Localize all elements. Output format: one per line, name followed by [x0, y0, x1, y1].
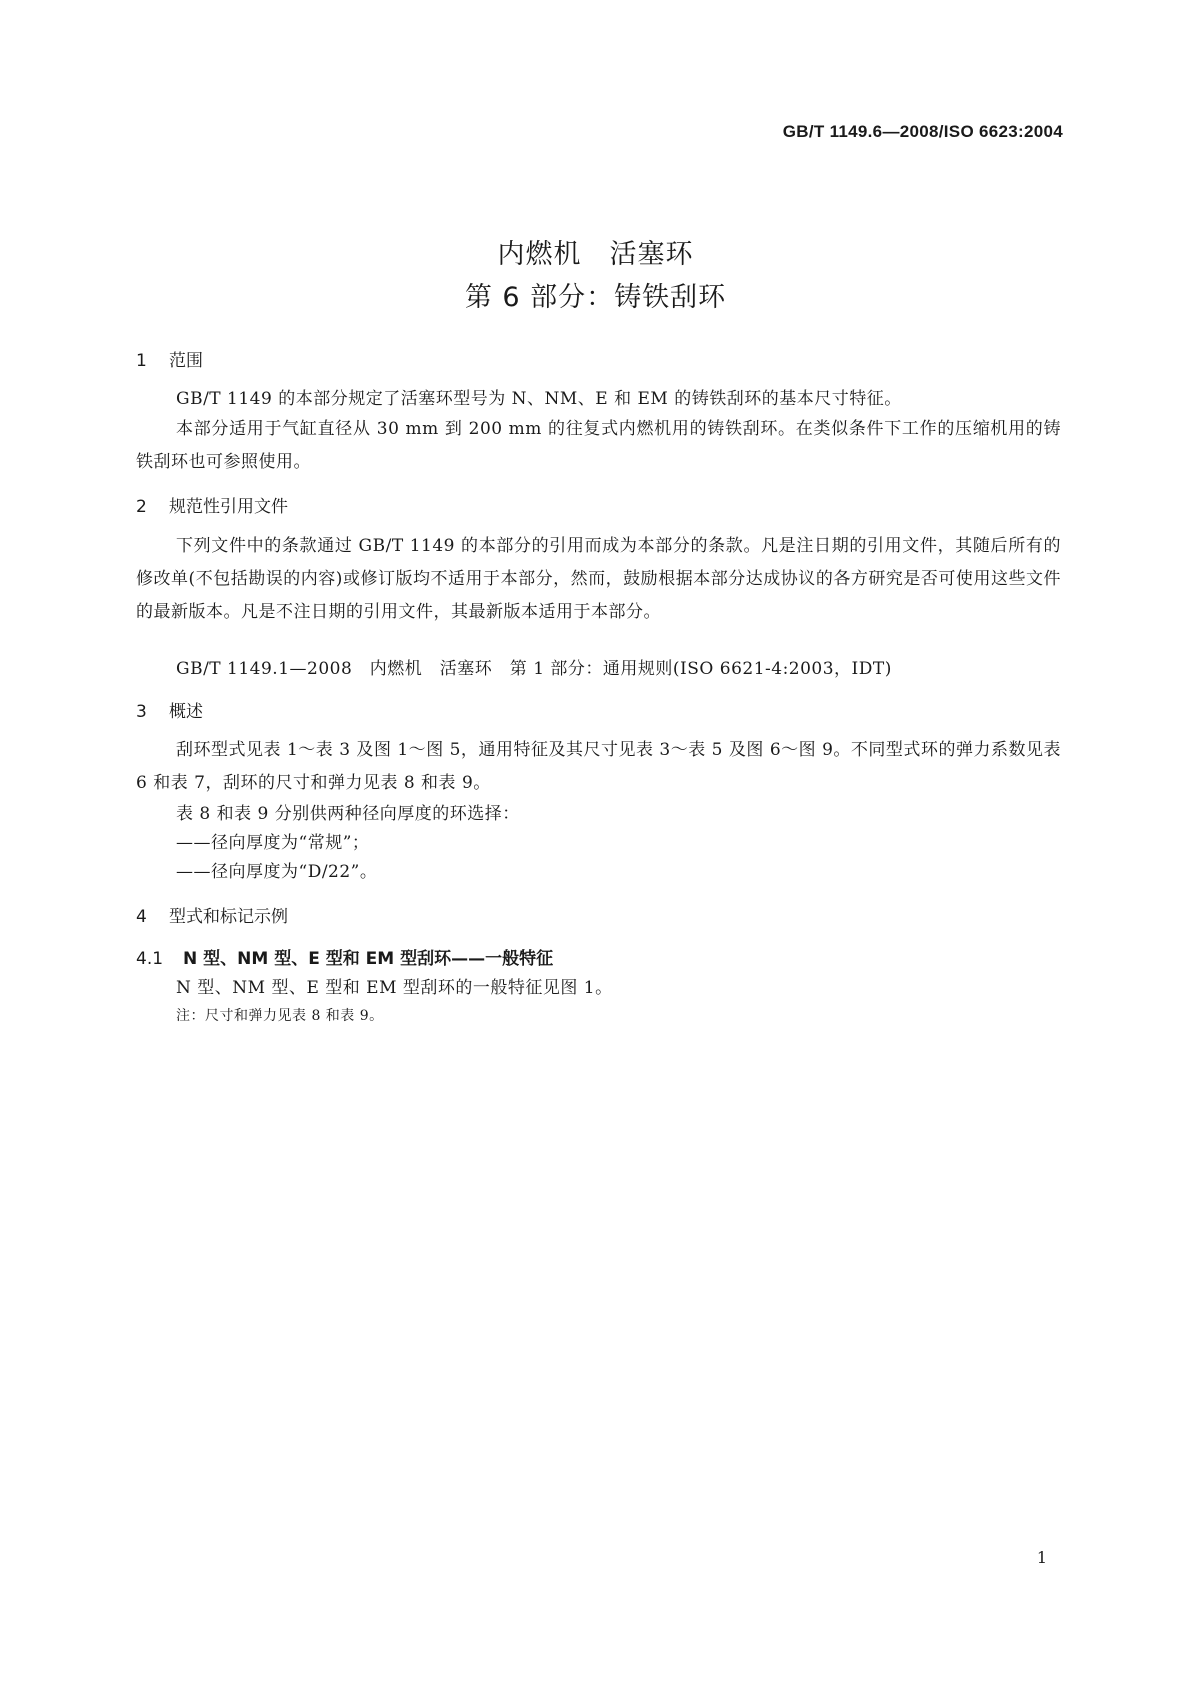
section-title: 概述: [169, 702, 203, 722]
section-3-paragraph-1: 刮环型式见表 1～表 3 及图 1～图 5，通用特征及其尺寸见表 3～表 5 及图 6～图 9。不同型式环的弹力系数见表 6 和表 7，刮环的尺寸和弹力见表 8 和表 9。: [136, 740, 1061, 793]
subsection-title: N 型、NM 型、E 型和 EM 型刮环——一般特征: [183, 949, 554, 969]
section-number: 2: [136, 497, 147, 517]
section-number: 1: [136, 351, 147, 371]
section-title: 型式和标记示例: [169, 907, 288, 927]
section-title: 范围: [169, 351, 203, 371]
section-2-heading: [136, 492, 288, 517]
document-title-line2: 第 6 部分：铸铁刮环: [464, 282, 727, 313]
normative-reference-item: GB/T 1149.1—2008 内燃机 活塞环 第 1 部分：通用规则(ISO 6621-4:2003，IDT): [176, 659, 892, 679]
section-number: 3: [136, 702, 147, 722]
section-2-paragraph-1: 下列文件中的条款通过 GB/T 1149 的本部分的引用而成为本部分的条款。凡是注日期的引用文件，其随后所有的修改单(不包括勘误的内容)或修订版均不适用于本部分，然而，鼓励根据本部分达成协议的各方研究是否可使用这些文件的最新版本。凡是不注日期的引用文件，其最新版本适用于本部分。: [136, 536, 1061, 622]
list-item: ——径向厚度为“常规”；: [176, 833, 370, 853]
section-1-paragraph-1: GB/T 1149 的本部分规定了活塞环型号为 N、NM、E 和 EM 的铸铁刮环的基本尺寸特征。: [176, 389, 902, 409]
subsection-number: 4.1: [136, 949, 164, 969]
section-4-heading: [136, 902, 288, 927]
section-title: 规范性引用文件: [169, 497, 288, 517]
list-item: ——径向厚度为“D/22”。: [176, 862, 378, 882]
subsection-4-1-paragraph: N 型、NM 型、E 型和 EM 型刮环的一般特征见图 1。: [176, 978, 613, 998]
document-title-line1: 内燃机 活塞环: [497, 239, 694, 270]
section-3-heading: [136, 697, 203, 722]
section-1-heading: [136, 346, 203, 371]
standard-code: GB/T 1149.6—2008/ISO 6623:2004: [782, 122, 1063, 141]
page-number: 1: [1036, 1548, 1047, 1567]
section-1-paragraph-2: 本部分适用于气缸直径从 30 mm 到 200 mm 的往复式内燃机用的铸铁刮环。在类似条件下工作的压缩机用的铸铁刮环也可参照使用。: [136, 419, 1061, 472]
section-number: 4: [136, 907, 147, 927]
subsection-4-1-heading: [136, 944, 553, 969]
section-3-paragraph-2: 表 8 和表 9 分别供两种径向厚度的环选择：: [176, 804, 520, 824]
note: 注：尺寸和弹力见表 8 和表 9。: [176, 1008, 384, 1024]
